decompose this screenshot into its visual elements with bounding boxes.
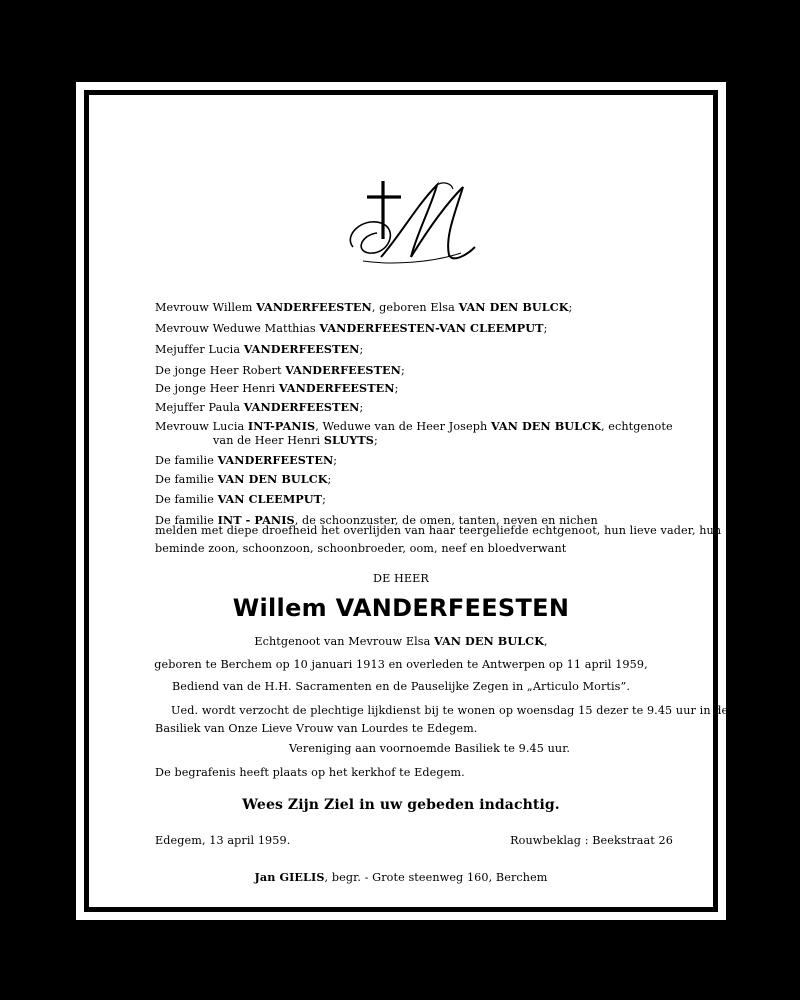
prayer-line: Wees Zijn Ziel in uw gebeden indachtig.	[242, 797, 560, 813]
family-line-pre: De familie	[155, 473, 214, 486]
family-line-post: , de schoonzuster, de omen, tanten, neven en nichen	[294, 514, 598, 527]
family-line	[155, 400, 363, 415]
family-line-post: ;	[327, 473, 332, 486]
family-line	[155, 492, 326, 507]
condolence-address: Rouwbeklag : Beekstraat 26	[510, 834, 673, 847]
family-line-pre: De familie	[155, 493, 214, 506]
family-line-pre: De familie	[155, 514, 214, 527]
family-line-name: INT - PANIS	[217, 513, 295, 527]
family-line-pre: De jonge Heer Henri	[155, 382, 276, 395]
family-line-name: VANDERFEESTEN	[243, 342, 360, 356]
family-line-post: ;	[322, 493, 326, 506]
announcement-line-1: melden met diepe droefheid het overlijden van haar teergeliefde echtgenoot, hun lieve vader, hun	[155, 524, 722, 537]
family-line-name: VANDERFEESTEN	[285, 363, 401, 377]
family-line-name2: VAN DEN BULCK	[490, 419, 601, 433]
family-line-post: ;	[394, 382, 399, 395]
family-line-post: , geboren Elsa	[371, 301, 455, 314]
service-line-3: Vereniging aan voornoemde Basiliek te 9.45 uur.	[289, 742, 571, 755]
family-line-post: ;	[359, 343, 364, 356]
family-line-name2: VAN DEN BULCK	[458, 300, 569, 314]
family-line	[213, 433, 378, 448]
spouse-line: Echtgenoot van Mevrouw Elsa VAN DEN BULCK,	[254, 634, 548, 648]
family-line-pre: Mevrouw Lucia	[155, 420, 245, 433]
family-line	[155, 472, 331, 487]
family-line-name: VANDERFEESTEN	[217, 453, 334, 467]
place-date: Edegem, 13 april 1959.	[155, 834, 291, 847]
family-line-name: SLUYTS	[323, 433, 374, 447]
service-line-2: Basiliek van Onze Lieve Vrouw van Lourdes te Edegem.	[155, 722, 478, 735]
burial-line: De begrafenis heeft plaats op het kerkhof te Edegem.	[155, 766, 465, 779]
family-line-name: VAN CLEEMPUT	[217, 492, 323, 506]
family-line	[155, 321, 547, 336]
family-line-tail: , echtgenote	[600, 420, 673, 433]
family-line-name: VANDERFEESTEN	[243, 400, 360, 414]
cross-monogram-icon	[341, 177, 491, 267]
family-line-post: ;	[359, 401, 364, 414]
family-line-name: INT-PANIS	[247, 419, 316, 433]
born-died-line: geboren te Berchem op 10 januari 1913 en overleden te Antwerpen op 11 april 1959,	[154, 658, 648, 671]
deceased-first-name: Willem	[232, 594, 327, 622]
deceased-title: DE HEER	[373, 572, 429, 585]
family-line	[155, 381, 398, 396]
family-line-pre: van de Heer Henri	[213, 434, 321, 447]
deceased-last-name: VANDERFEESTEN	[335, 594, 570, 622]
family-line-name: VANDERFEESTEN	[278, 381, 395, 395]
family-line-pre: De familie	[155, 454, 214, 467]
announcement-line-2: beminde zoon, schoonzoon, schoonbroeder, oom, neef en bloedverwant	[155, 542, 567, 555]
family-line	[155, 300, 572, 315]
family-line-post: ;	[373, 434, 378, 447]
family-line-name: VANDERFEESTEN-VAN CLEEMPUT	[319, 321, 544, 335]
family-line-name: VANDERFEESTEN	[256, 300, 372, 314]
undertaker-line: Jan GIELIS, begr. - Grote steenweg 160, Berchem	[254, 870, 548, 884]
family-line-pre: Mejuffer Lucia	[155, 343, 241, 356]
deceased-name	[76, 594, 726, 622]
family-line-tail: ;	[568, 301, 573, 314]
family-line-post: , Weduwe van de Heer Joseph	[315, 420, 488, 433]
sacraments-line: Bediend van de H.H. Sacramenten en de Pauselijke Zegen in „Articulo Mortis”.	[171, 680, 631, 693]
family-line-post: ;	[543, 322, 548, 335]
family-line-name: VAN DEN BULCK	[217, 472, 328, 486]
family-line	[155, 342, 363, 357]
family-line-pre: De jonge Heer Robert	[155, 364, 282, 377]
family-line-post: ;	[400, 364, 405, 377]
family-line-pre: Mevrouw Weduwe Matthias	[155, 322, 316, 335]
family-line	[155, 419, 673, 434]
mourning-card	[76, 82, 729, 920]
family-line-pre: Mevrouw Willem	[155, 301, 253, 314]
family-line-post: ;	[333, 454, 338, 467]
family-line	[155, 363, 405, 378]
service-line-1: Ued. wordt verzocht de plechtige lijkdienst bij te wonen op woensdag 15 dezer te 9.45 uur in de	[171, 704, 729, 717]
family-line	[155, 453, 337, 468]
family-line-pre: Mejuffer Paula	[155, 401, 241, 414]
